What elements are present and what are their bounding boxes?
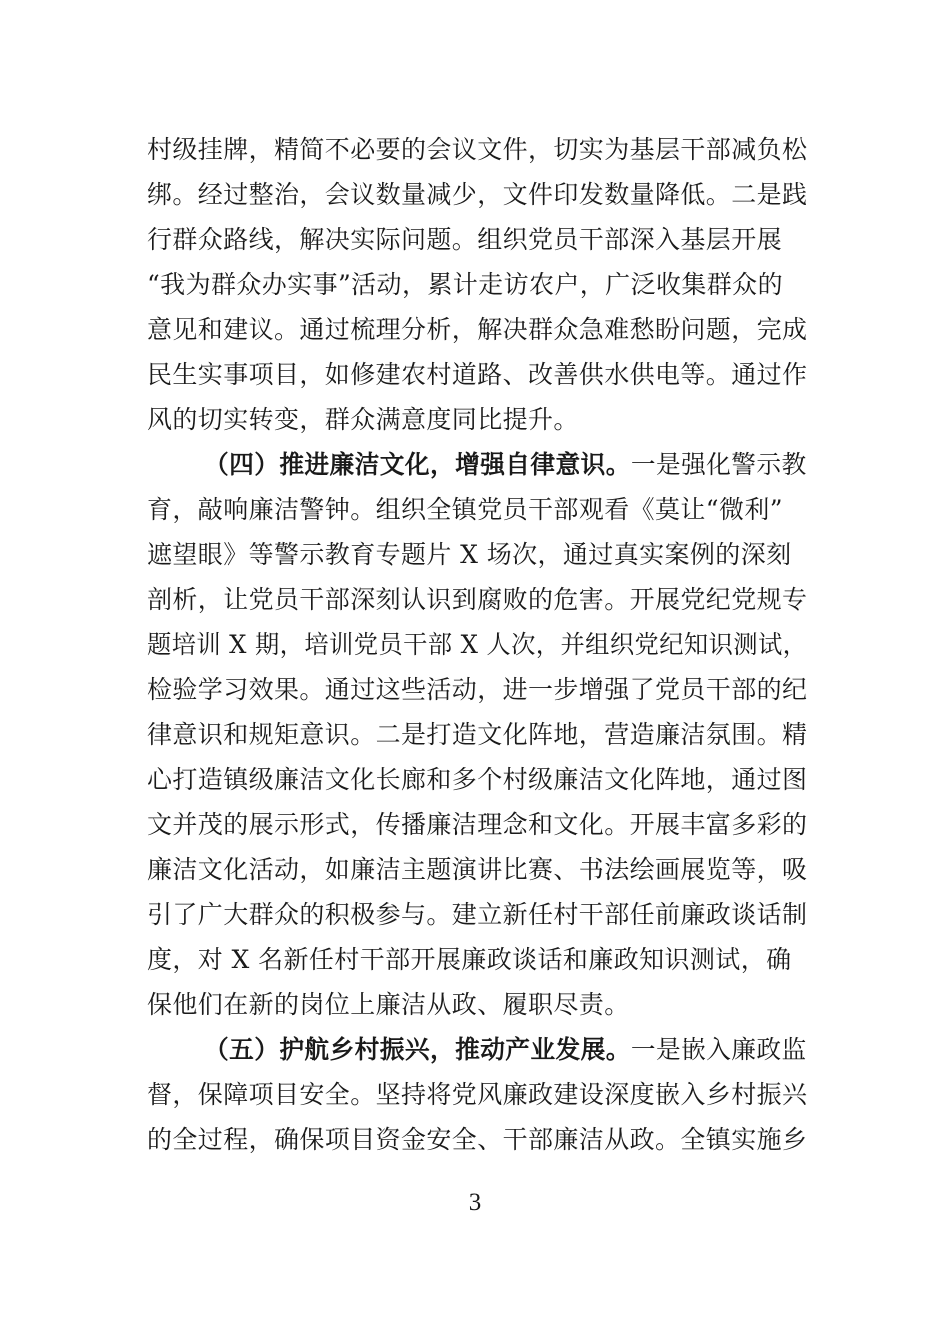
body-text-line: 风的切实转变，群众满意度同比提升。 xyxy=(147,405,579,434)
body-text-line: 引了广大群众的积极参与。建立新任村干部任前廉政谈话制 xyxy=(147,900,808,929)
body-text-line: 行群众路线，解决实际问题。组织党员干部深入基层开展 xyxy=(147,225,783,254)
body-text-line: 育，敲响廉洁警钟。组织全镇党员干部观看《莫让“微利” xyxy=(147,495,783,524)
section-heading-line xyxy=(204,1028,807,1072)
body-text-line: 廉洁文化活动，如廉洁主题演讲比赛、书法绘画展览等，吸 xyxy=(147,855,808,884)
body-text-line: 心打造镇级廉洁文化长廊和多个村级廉洁文化阵地，通过图 xyxy=(147,765,808,794)
section-heading-line xyxy=(204,443,807,487)
body-text-line: 度，对 X 名新任村干部开展廉政谈话和廉政知识测试，确 xyxy=(147,945,792,974)
body-text-line: 民生实事项目，如修建农村道路、改善供水供电等。通过作 xyxy=(147,360,808,389)
section-heading-4: （四）推进廉洁文化，增强自律意识。 xyxy=(204,450,631,479)
body-text-line: 意见和建议。通过梳理分析，解决群众急难愁盼问题，完成 xyxy=(147,315,808,344)
body-text-line: 剖析，让党员干部深刻认识到腐败的危害。开展党纪党规专 xyxy=(147,585,808,614)
body-text-line: 文并茂的展示形式，传播廉洁理念和文化。开展丰富多彩的 xyxy=(147,810,808,839)
body-text-line: 绑。经过整治，会议数量减少，文件印发数量降低。二是践 xyxy=(147,180,808,209)
body-text-line: 律意识和规矩意识。二是打造文化阵地，营造廉洁氛围。精 xyxy=(147,720,808,749)
body-text-line: 检验学习效果。通过这些活动，进一步增强了党员干部的纪 xyxy=(147,675,808,704)
body-text-line: 遮望眼》等警示教育专题片 X 场次，通过真实案例的深刻 xyxy=(147,540,792,569)
body-text-line: 督，保障项目安全。坚持将党风廉政建设深度嵌入乡村振兴 xyxy=(147,1080,808,1109)
body-text-line: 题培训 X 期，培训党员干部 X 人次，并组织党纪知识测试， xyxy=(147,630,808,659)
section-heading-5: （五）护航乡村振兴，推动产业发展。 xyxy=(204,1035,631,1064)
body-text-line: 保他们在新的岗位上廉洁从政、履职尽责。 xyxy=(147,990,630,1019)
body-text-line: “我为群众办实事”活动，累计走访农户，广泛收集群众的 xyxy=(147,270,783,299)
page-number: 3 xyxy=(468,1189,482,1216)
body-text-run: 一是嵌入廉政监 xyxy=(630,1035,807,1064)
body-text-line: 村级挂牌，精简不必要的会议文件，切实为基层干部减负松 xyxy=(147,135,808,164)
body-text-line: 的全过程，确保项目资金安全、干部廉洁从政。全镇实施乡 xyxy=(147,1125,808,1154)
body-text-run: 一是强化警示教 xyxy=(630,450,807,479)
